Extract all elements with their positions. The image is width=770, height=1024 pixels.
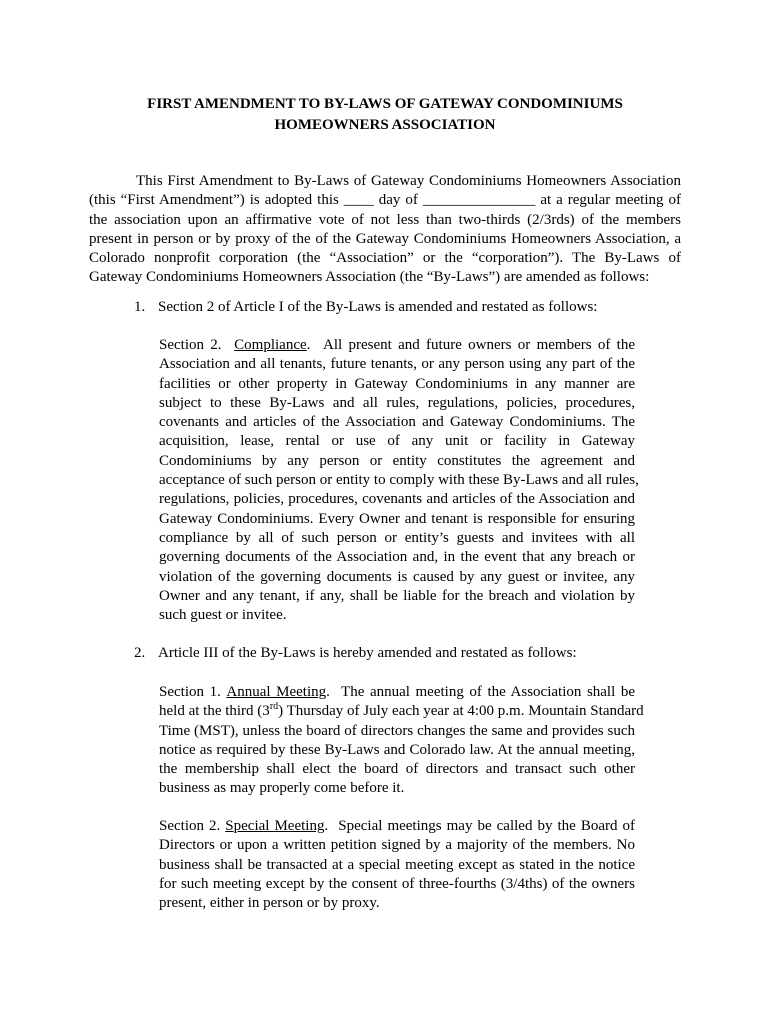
list-item-text: Article III of the By-Laws is hereby amended and restated as follows:: [158, 645, 577, 661]
section-text: Special meetings may be called by the Board of: [338, 818, 636, 834]
list-item-1: [134, 298, 597, 317]
section-line: Owner and any tenant, if any, shall be liable for the breach and violation by: [159, 587, 635, 604]
section-line: the membership shall elect the board of directors and transact such other: [159, 761, 635, 778]
section-heading: Special Meeting: [225, 818, 325, 834]
document-title: [0, 94, 770, 136]
section-line: subject to these By-Laws and all rules, regulations, policies, procedures,: [159, 394, 635, 411]
section-line: acceptance of such person or entity to comply with these By-Laws and all rules,: [159, 472, 639, 489]
section-line: Association and all tenants, future tenants, or any person using any part of the: [159, 356, 635, 373]
section-line: such guest or invitee.: [159, 607, 287, 624]
section-line: compliance by all of such person or entity’s guests and invitees with all: [159, 529, 635, 546]
intro-line: This First Amendment to By-Laws of Gateway Condominiums Homeowners Association: [136, 173, 681, 189]
list-item-number: 1.: [134, 299, 146, 315]
section-line: notice as required by these By-Laws and Colorado law. At the annual meeting,: [159, 741, 635, 758]
section-label: Section 2.: [159, 337, 222, 353]
section-line: acquisition, lease, rental or use of any unit or facility in Gateway: [159, 433, 635, 450]
section-first-line: Section 2. Compliance. All present and future owners or members of the: [159, 337, 636, 353]
section-line: Directors or upon a written petition signed by a majority of the members. No: [159, 837, 635, 854]
section-line: governing documents of the Association and, in the event that any breach or: [159, 549, 635, 566]
section-text: The annual meeting of the Association shall be: [341, 684, 636, 700]
section-line: Condominiums by any person or entity constitutes the agreement and: [159, 452, 635, 469]
section-label: Section 1.: [159, 684, 221, 700]
intro-line: present in person or by proxy of the of the Gateway Condominiums Homeowners Association, a: [89, 230, 681, 247]
list-item-2: [134, 644, 577, 663]
section-line: for such meeting except by the consent of three-fourths (3/4ths) of the owners: [159, 875, 635, 892]
section-text: All present and future owners or members of the: [323, 337, 636, 353]
section-first-line: Section 1. Annual Meeting. The annual meeting of the Association shall be: [159, 684, 636, 700]
ordinal-suffix: rd: [269, 701, 279, 713]
section-annual-meeting: [159, 683, 644, 799]
section-heading: Annual Meeting: [226, 684, 327, 700]
section-line: facilities or other property in Gateway Condominiums in any manner are: [159, 375, 635, 392]
section-special-meeting: [159, 817, 635, 913]
section-first-line: Section 2. Special Meeting. Special meetings may be called by the Board of: [159, 818, 636, 834]
intro-line: Gateway Condominiums Homeowners Association (the “By-Laws”) are amended as follows:: [89, 269, 650, 286]
section-line: present, either in person or by proxy.: [159, 895, 380, 912]
list-item-text: Section 2 of Article I of the By-Laws is amended and restated as follows:: [158, 299, 598, 315]
section-heading: Compliance: [234, 337, 307, 353]
section-line: business shall be transacted at a special meeting except as stated in the notice: [159, 856, 635, 873]
section-line: business as may properly come before it.: [159, 780, 405, 797]
list-item-number: 2.: [134, 645, 146, 661]
title-line-2: HOMEOWNERS ASSOCIATION: [274, 117, 496, 133]
section-line: violation of the governing documents is caused by any guest or invitee, any: [159, 568, 635, 585]
section-label: Section 2.: [159, 818, 221, 834]
section-line: Time (MST), unless the board of directors changes the same and provides such: [159, 722, 635, 739]
section-line: Gateway Condominiums. Every Owner and tenant is responsible for ensuring: [159, 510, 635, 527]
section-compliance: [159, 336, 639, 625]
section-line: regulations, policies, procedures, covenants and articles of the Association and: [159, 491, 635, 508]
intro-line: (this “First Amendment”) is adopted this ____ day of _______________ at a regular meeting of: [89, 192, 681, 209]
title-line-1: FIRST AMENDMENT TO BY-LAWS OF GATEWAY CONDOMINIUMS: [147, 96, 623, 112]
section-line: held at the third (3rd) Thursday of July each year at 4:00 p.m. Mountain Standard: [159, 701, 644, 720]
section-line: covenants and articles of the Association and Gateway Condominiums. The: [159, 414, 635, 431]
intro-paragraph: [89, 172, 681, 288]
intro-line: the association upon an affirmative vote of not less than two-thirds (2/3rds) of the members: [89, 211, 681, 228]
intro-line: Colorado nonprofit corporation (the “Association” or the “corporation”). The By-Laws of: [89, 250, 681, 267]
